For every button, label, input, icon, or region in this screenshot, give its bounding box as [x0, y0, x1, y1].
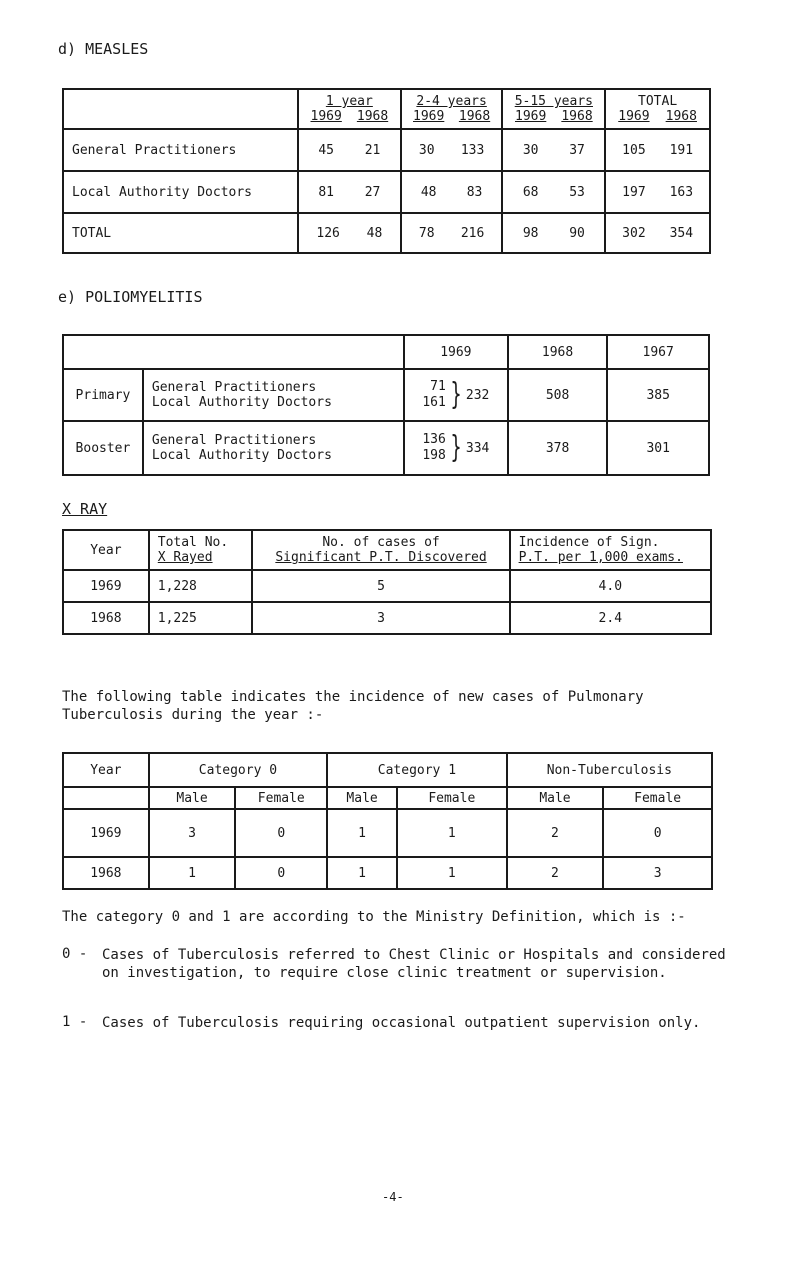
xray-header-row	[63, 530, 711, 570]
cell: 216	[460, 225, 485, 241]
cell: 105	[622, 142, 646, 158]
year: 1968	[665, 109, 697, 124]
part: 198	[422, 448, 446, 463]
group-label: 2-4 years	[416, 94, 487, 109]
definitions-intro: The category 0 and 1 are according to the Ministry Definition, which is :-	[62, 909, 686, 925]
cell: 1968	[63, 857, 149, 889]
sub-header: Male	[149, 787, 236, 809]
sub-header: Male	[327, 787, 397, 809]
part: 71	[430, 379, 446, 394]
row-label: Primary	[63, 369, 143, 421]
sub-header: Male	[507, 787, 604, 809]
cell: 1969	[63, 570, 149, 602]
row-label: Local Authority Doctors	[63, 171, 298, 213]
part: 136	[422, 432, 446, 447]
group-label: TOTAL	[638, 94, 678, 109]
cell: 1	[327, 809, 397, 857]
sub-header: Female	[235, 787, 327, 809]
header-line: P.T. per 1,000 exams.	[518, 550, 683, 565]
cell: 0	[235, 857, 327, 889]
cell: 1968	[63, 602, 149, 634]
cell: 133	[460, 142, 485, 158]
cell: 2.4	[510, 602, 711, 634]
cell: 3	[252, 602, 509, 634]
polio-heading	[58, 288, 203, 306]
xray-heading	[62, 500, 107, 518]
cell: 1	[397, 809, 507, 857]
cell: 53	[569, 184, 585, 200]
cell: 90	[569, 225, 585, 241]
cell: 197	[622, 184, 646, 200]
polio-header-blank	[63, 335, 404, 369]
polio-header-row	[63, 335, 709, 369]
definition-text: Cases of Tuberculosis requiring occasional outpatient supervision only.	[102, 1015, 701, 1031]
cell: 163	[669, 184, 694, 200]
source-cell	[143, 421, 404, 475]
cell: 5	[252, 570, 509, 602]
cell: 1,225	[149, 602, 253, 634]
page-number: -4-	[382, 1190, 404, 1204]
cell: 191	[669, 142, 694, 158]
measles-table	[62, 88, 711, 254]
tb-subheader-row	[63, 787, 712, 809]
cell: 508	[508, 369, 608, 421]
cell: 302	[622, 225, 646, 241]
measles-heading-text: d) MEASLES	[58, 40, 149, 58]
cell: 45	[318, 142, 334, 158]
total: 334	[465, 440, 490, 456]
cell: 126	[316, 225, 340, 241]
cell: 21	[364, 142, 381, 158]
column-header: Category 1	[327, 753, 506, 787]
source-cell	[143, 369, 404, 421]
definition-text: Cases of Tuberculosis referred to Chest Clinic or Hospitals and considered on investigation, to require close clinic treatment or supervision.	[102, 947, 726, 981]
cell: 37	[569, 142, 585, 158]
column-header	[149, 530, 253, 570]
column-header	[510, 530, 711, 570]
measles-heading	[58, 40, 148, 58]
cell: 354	[669, 225, 694, 241]
polio-table	[62, 334, 710, 476]
row-label: General Practitioners	[63, 129, 298, 171]
year-header: 1967	[607, 335, 709, 369]
year: 1969	[413, 109, 445, 124]
cell: 1	[149, 857, 236, 889]
measles-header-group	[502, 89, 605, 129]
measles-header-group	[605, 89, 710, 129]
cell: 378	[508, 421, 608, 475]
measles-header-blank	[63, 89, 298, 129]
cell: 301	[607, 421, 709, 475]
cell: 3	[149, 809, 236, 857]
row-label: Booster	[63, 421, 143, 475]
table-row	[63, 369, 709, 421]
source: Local Authority Doctors	[151, 448, 332, 463]
table-row	[63, 213, 710, 253]
cell: 48	[366, 225, 383, 241]
year: 1968	[561, 109, 593, 124]
column-header: Non-Tuberculosis	[507, 753, 712, 787]
cell: 30	[522, 142, 539, 158]
cell: 3	[603, 857, 712, 889]
cell: 0	[603, 809, 712, 857]
year: 1968	[356, 109, 389, 124]
source: General Practitioners	[151, 380, 317, 395]
cell: 2	[507, 809, 604, 857]
cell: 68	[522, 184, 539, 200]
year-header: 1968	[508, 335, 608, 369]
source: General Practitioners	[151, 433, 317, 448]
cell: 48	[420, 184, 437, 200]
table-row	[63, 171, 710, 213]
part: 161	[422, 395, 446, 410]
year: 1969	[515, 109, 547, 124]
xray-heading-text: X RAY	[62, 500, 108, 518]
cell: 385	[607, 369, 709, 421]
year: 1969	[618, 109, 650, 124]
xray-table	[62, 529, 712, 635]
sub-header: Female	[603, 787, 712, 809]
cell: 1	[397, 857, 507, 889]
polio-heading-text: e) POLIOMYELITIS	[58, 288, 203, 306]
source: Local Authority Doctors	[151, 395, 332, 410]
year: 1969	[310, 109, 342, 124]
row-label: TOTAL	[63, 213, 298, 253]
cell: 30	[418, 142, 435, 158]
header-line: Incidence of Sign.	[518, 535, 660, 550]
header-line: Significant P.T. Discovered	[275, 550, 487, 565]
cell: 4.0	[510, 570, 711, 602]
measles-header-group	[298, 89, 401, 129]
table-row	[63, 602, 711, 634]
year-header: 1969	[404, 335, 508, 369]
column-header: Category 0	[149, 753, 327, 787]
group-label: 5-15 years	[514, 94, 593, 109]
cell: 1,228	[149, 570, 253, 602]
subheader-blank	[63, 787, 149, 809]
year: 1968	[458, 109, 491, 124]
header-line: No. of cases of	[322, 535, 440, 550]
tb-table	[62, 752, 713, 890]
table-row	[63, 809, 712, 857]
cell: 2	[507, 857, 604, 889]
definition-key: 0 -	[62, 946, 88, 962]
cell: 1	[327, 857, 397, 889]
measles-header-group	[401, 89, 503, 129]
tb-header-row	[63, 753, 712, 787]
cell: 0	[235, 809, 327, 857]
combined-cell: 136 198 } 334	[404, 421, 508, 475]
total: 232	[465, 387, 490, 403]
tb-intro: The following table indicates the incidence of new cases of Pulmonary Tuberculosis during the year :-	[62, 689, 644, 723]
table-row	[63, 421, 709, 475]
column-header: Year	[63, 753, 149, 787]
cell: 98	[522, 225, 539, 241]
sub-header: Female	[397, 787, 507, 809]
measles-header-row	[63, 89, 710, 129]
cell: 1969	[63, 809, 149, 857]
column-header	[252, 530, 509, 570]
group-label: 1 year	[325, 94, 373, 109]
cell: 81	[318, 184, 334, 200]
cell: 78	[418, 225, 435, 241]
definition-key: 1 -	[62, 1014, 88, 1030]
table-row	[63, 129, 710, 171]
header-line: Total No.	[157, 535, 229, 550]
table-row	[63, 570, 711, 602]
table-row	[63, 857, 712, 889]
column-header: Year	[63, 530, 149, 570]
cell: 27	[364, 184, 381, 200]
header-line: X Rayed	[157, 550, 213, 565]
combined-cell: 71 161 } 232	[404, 369, 508, 421]
cell: 83	[466, 184, 483, 200]
